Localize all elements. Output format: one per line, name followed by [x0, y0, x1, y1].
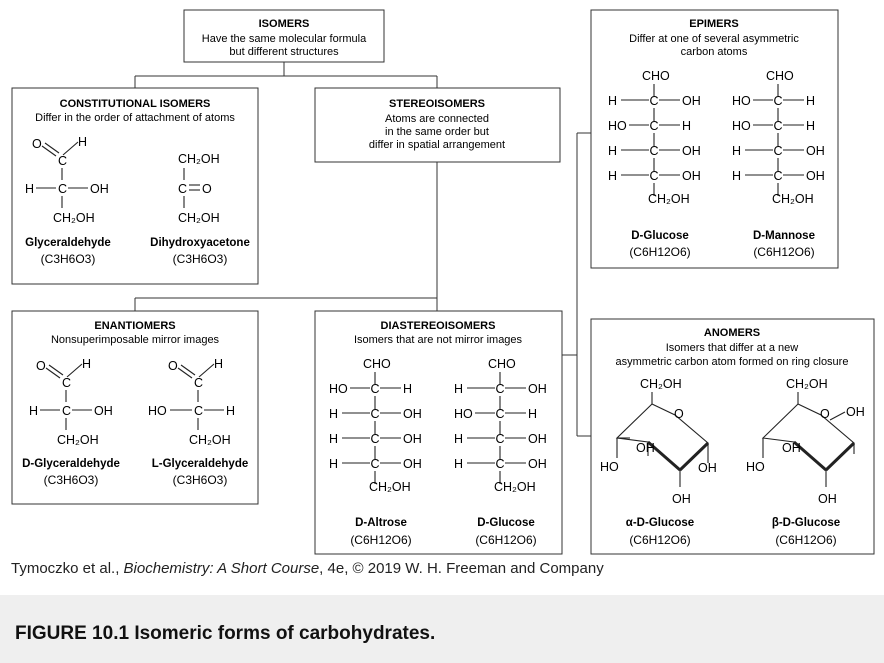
svg-text:OH: OH	[403, 432, 422, 446]
svg-text:O: O	[168, 359, 178, 373]
diastereo-d-glucose-name: D-Glucose	[477, 517, 535, 529]
svg-text:OH: OH	[818, 492, 837, 506]
svg-text:OH: OH	[846, 405, 865, 419]
diastereo-title: DIASTEREOISOMERS	[380, 320, 496, 332]
svg-text:C: C	[370, 382, 380, 396]
constitutional-desc: Differ in the order of attachment of atoms	[35, 112, 235, 124]
epimers-desc-1: Differ at one of several asymmetric	[629, 33, 799, 45]
svg-text:OH: OH	[528, 382, 547, 396]
svg-text:OH: OH	[90, 182, 109, 196]
enantiomers-box	[12, 311, 258, 504]
svg-text:OH: OH	[698, 461, 717, 475]
svg-text:O: O	[820, 407, 830, 421]
l-glyceraldehyde-name: L-Glyceraldehyde	[151, 458, 249, 470]
svg-text:CH₂OH: CH₂OH	[57, 433, 99, 447]
svg-text:C: C	[495, 432, 505, 446]
epimers-box	[591, 10, 838, 268]
svg-text:CHO: CHO	[642, 69, 670, 83]
svg-text:C: C	[62, 376, 72, 390]
svg-text:C: C	[194, 404, 204, 418]
svg-text:H: H	[608, 94, 618, 108]
svg-text:O: O	[32, 137, 42, 151]
svg-text:OH: OH	[94, 404, 113, 418]
diastereoisomers-box	[315, 311, 562, 554]
svg-text:HO: HO	[454, 407, 473, 421]
svg-text:O: O	[36, 359, 46, 373]
svg-text:OH: OH	[782, 441, 801, 455]
svg-text:C: C	[178, 182, 188, 196]
glyceraldehyde-name: Glyceraldehyde	[25, 237, 111, 249]
svg-text:OH: OH	[682, 144, 701, 158]
dihydroxyacetone-name: Dihydroxyacetone	[150, 237, 250, 249]
beta-d-glucose-formula: (C6H12O6)	[775, 533, 837, 547]
svg-text:H: H	[806, 119, 816, 133]
svg-text:C: C	[194, 376, 204, 390]
svg-text:C: C	[773, 144, 783, 158]
svg-text:CH₂OH: CH₂OH	[178, 211, 220, 225]
svg-text:CH₂OH: CH₂OH	[369, 480, 411, 494]
svg-text:CH₂OH: CH₂OH	[648, 192, 690, 206]
beta-d-glucose-name: β-D-Glucose	[771, 517, 841, 529]
svg-text:H: H	[214, 357, 224, 371]
isomers-desc-2: but different structures	[229, 46, 339, 58]
stereo-desc-2: in the same order but	[385, 126, 489, 138]
svg-text:CH₂OH: CH₂OH	[494, 480, 536, 494]
svg-text:CH₂OH: CH₂OH	[178, 152, 220, 166]
epimer-d-mannose-name: D-Mannose	[753, 230, 815, 242]
svg-text:HO: HO	[732, 119, 751, 133]
svg-text:C: C	[58, 154, 68, 168]
svg-text:OH: OH	[682, 94, 701, 108]
svg-text:H: H	[608, 169, 618, 183]
svg-text:C: C	[495, 457, 505, 471]
svg-text:OH: OH	[636, 441, 655, 455]
diastereo-desc: Isomers that are not mirror images	[353, 334, 523, 346]
source-caption	[11, 560, 604, 577]
isomers-desc-1: Have the same molecular formula	[201, 33, 367, 45]
svg-text:HO: HO	[746, 460, 765, 474]
svg-text:H: H	[454, 382, 464, 396]
svg-text:O: O	[202, 182, 212, 196]
svg-text:HO: HO	[732, 94, 751, 108]
svg-text:OH: OH	[403, 407, 422, 421]
svg-text:C: C	[649, 94, 659, 108]
svg-text:HO: HO	[600, 460, 619, 474]
svg-text:CHO: CHO	[363, 357, 391, 371]
svg-text:H: H	[403, 382, 413, 396]
svg-text:C: C	[649, 169, 659, 183]
svg-text:H: H	[329, 457, 339, 471]
d-glyceraldehyde-formula: (C3H6O3)	[43, 473, 99, 487]
svg-text:H: H	[732, 144, 742, 158]
svg-text:H: H	[806, 94, 816, 108]
stereo-desc-1: Atoms are connected	[385, 113, 489, 125]
svg-text:H: H	[25, 182, 35, 196]
svg-text:H: H	[682, 119, 692, 133]
d-glyceraldehyde-name: D-Glyceraldehyde	[22, 458, 120, 470]
stereoisomers-box	[315, 88, 560, 162]
stereo-desc-3: differ in spatial arrangement	[368, 139, 506, 151]
svg-text:C: C	[62, 404, 72, 418]
alpha-d-glucose-name: α-D-Glucose	[625, 517, 695, 529]
glyceraldehyde-formula: (C3H6O3)	[40, 252, 96, 266]
anomers-desc-2: asymmetric carbon atom formed on ring closure	[615, 356, 849, 368]
svg-text:H: H	[29, 404, 39, 418]
anomers-box	[591, 319, 874, 554]
svg-text:H: H	[78, 135, 88, 149]
caption-publisher: , 4e, © 2019 W. H. Freeman and Company	[319, 560, 604, 577]
svg-text:CH₂OH: CH₂OH	[640, 377, 682, 391]
svg-text:C: C	[773, 119, 783, 133]
enantiomers-desc: Nonsuperimposable mirror images	[50, 334, 220, 346]
anomers-title: ANOMERS	[703, 327, 761, 339]
svg-text:HO: HO	[148, 404, 167, 418]
figure-title: FIGURE 10.1 Isomeric forms of carbohydrates.	[15, 623, 436, 644]
enantiomers-title: ENANTIOMERS	[94, 320, 176, 332]
svg-text:H: H	[329, 432, 339, 446]
d-altrose-formula: (C6H12O6)	[350, 533, 412, 547]
epimers-title: EPIMERS	[689, 18, 739, 30]
svg-text:OH: OH	[806, 169, 825, 183]
diastereo-d-glucose-formula: (C6H12O6)	[475, 533, 537, 547]
isomers-title: ISOMERS	[258, 18, 310, 30]
svg-text:C: C	[58, 182, 68, 196]
dihydroxyacetone-formula: (C3H6O3)	[172, 252, 228, 266]
svg-text:C: C	[370, 407, 380, 421]
svg-text:H: H	[528, 407, 538, 421]
svg-text:H: H	[329, 407, 339, 421]
svg-text:H: H	[732, 169, 742, 183]
svg-text:CH₂OH: CH₂OH	[189, 433, 231, 447]
epimers-desc-2: carbon atoms	[680, 46, 748, 58]
stereo-title: STEREOISOMERS	[389, 98, 485, 110]
svg-text:H: H	[608, 144, 618, 158]
svg-text:C: C	[773, 169, 783, 183]
svg-text:C: C	[649, 144, 659, 158]
svg-text:OH: OH	[528, 432, 547, 446]
isomers-box	[184, 10, 384, 62]
constitutional-isomers-box	[12, 88, 258, 284]
svg-text:C: C	[495, 382, 505, 396]
svg-text:C: C	[370, 457, 380, 471]
constitutional-title: CONSTITUTIONAL ISOMERS	[59, 98, 211, 110]
epimer-d-mannose-formula: (C6H12O6)	[753, 245, 815, 259]
svg-text:H: H	[454, 432, 464, 446]
svg-text:C: C	[495, 407, 505, 421]
svg-text:HO: HO	[329, 382, 348, 396]
svg-text:C: C	[370, 432, 380, 446]
alpha-d-glucose-formula: (C6H12O6)	[629, 533, 691, 547]
svg-text:OH: OH	[403, 457, 422, 471]
svg-text:H: H	[82, 357, 92, 371]
svg-text:C: C	[649, 119, 659, 133]
svg-text:CHO: CHO	[766, 69, 794, 83]
svg-text:OH: OH	[682, 169, 701, 183]
svg-text:CH₂OH: CH₂OH	[786, 377, 828, 391]
anomers-desc-1: Isomers that differ at a new	[665, 342, 799, 354]
svg-text:OH: OH	[672, 492, 691, 506]
svg-text:HO: HO	[608, 119, 627, 133]
svg-text:H: H	[226, 404, 236, 418]
svg-text:OH: OH	[806, 144, 825, 158]
svg-text:C: C	[773, 94, 783, 108]
svg-text:OH: OH	[528, 457, 547, 471]
epimer-d-glucose-formula: (C6H12O6)	[629, 245, 691, 259]
svg-text:CH₂OH: CH₂OH	[53, 211, 95, 225]
epimer-d-glucose-name: D-Glucose	[631, 230, 689, 242]
l-glyceraldehyde-formula: (C3H6O3)	[172, 473, 228, 487]
svg-text:O: O	[674, 407, 684, 421]
d-altrose-name: D-Altrose	[355, 517, 407, 529]
svg-text:H: H	[454, 457, 464, 471]
svg-text:CHO: CHO	[488, 357, 516, 371]
svg-text:CH₂OH: CH₂OH	[772, 192, 814, 206]
caption-book: Biochemistry: A Short Course	[123, 560, 320, 577]
caption-authors: Tymoczko et al.,	[11, 560, 124, 577]
